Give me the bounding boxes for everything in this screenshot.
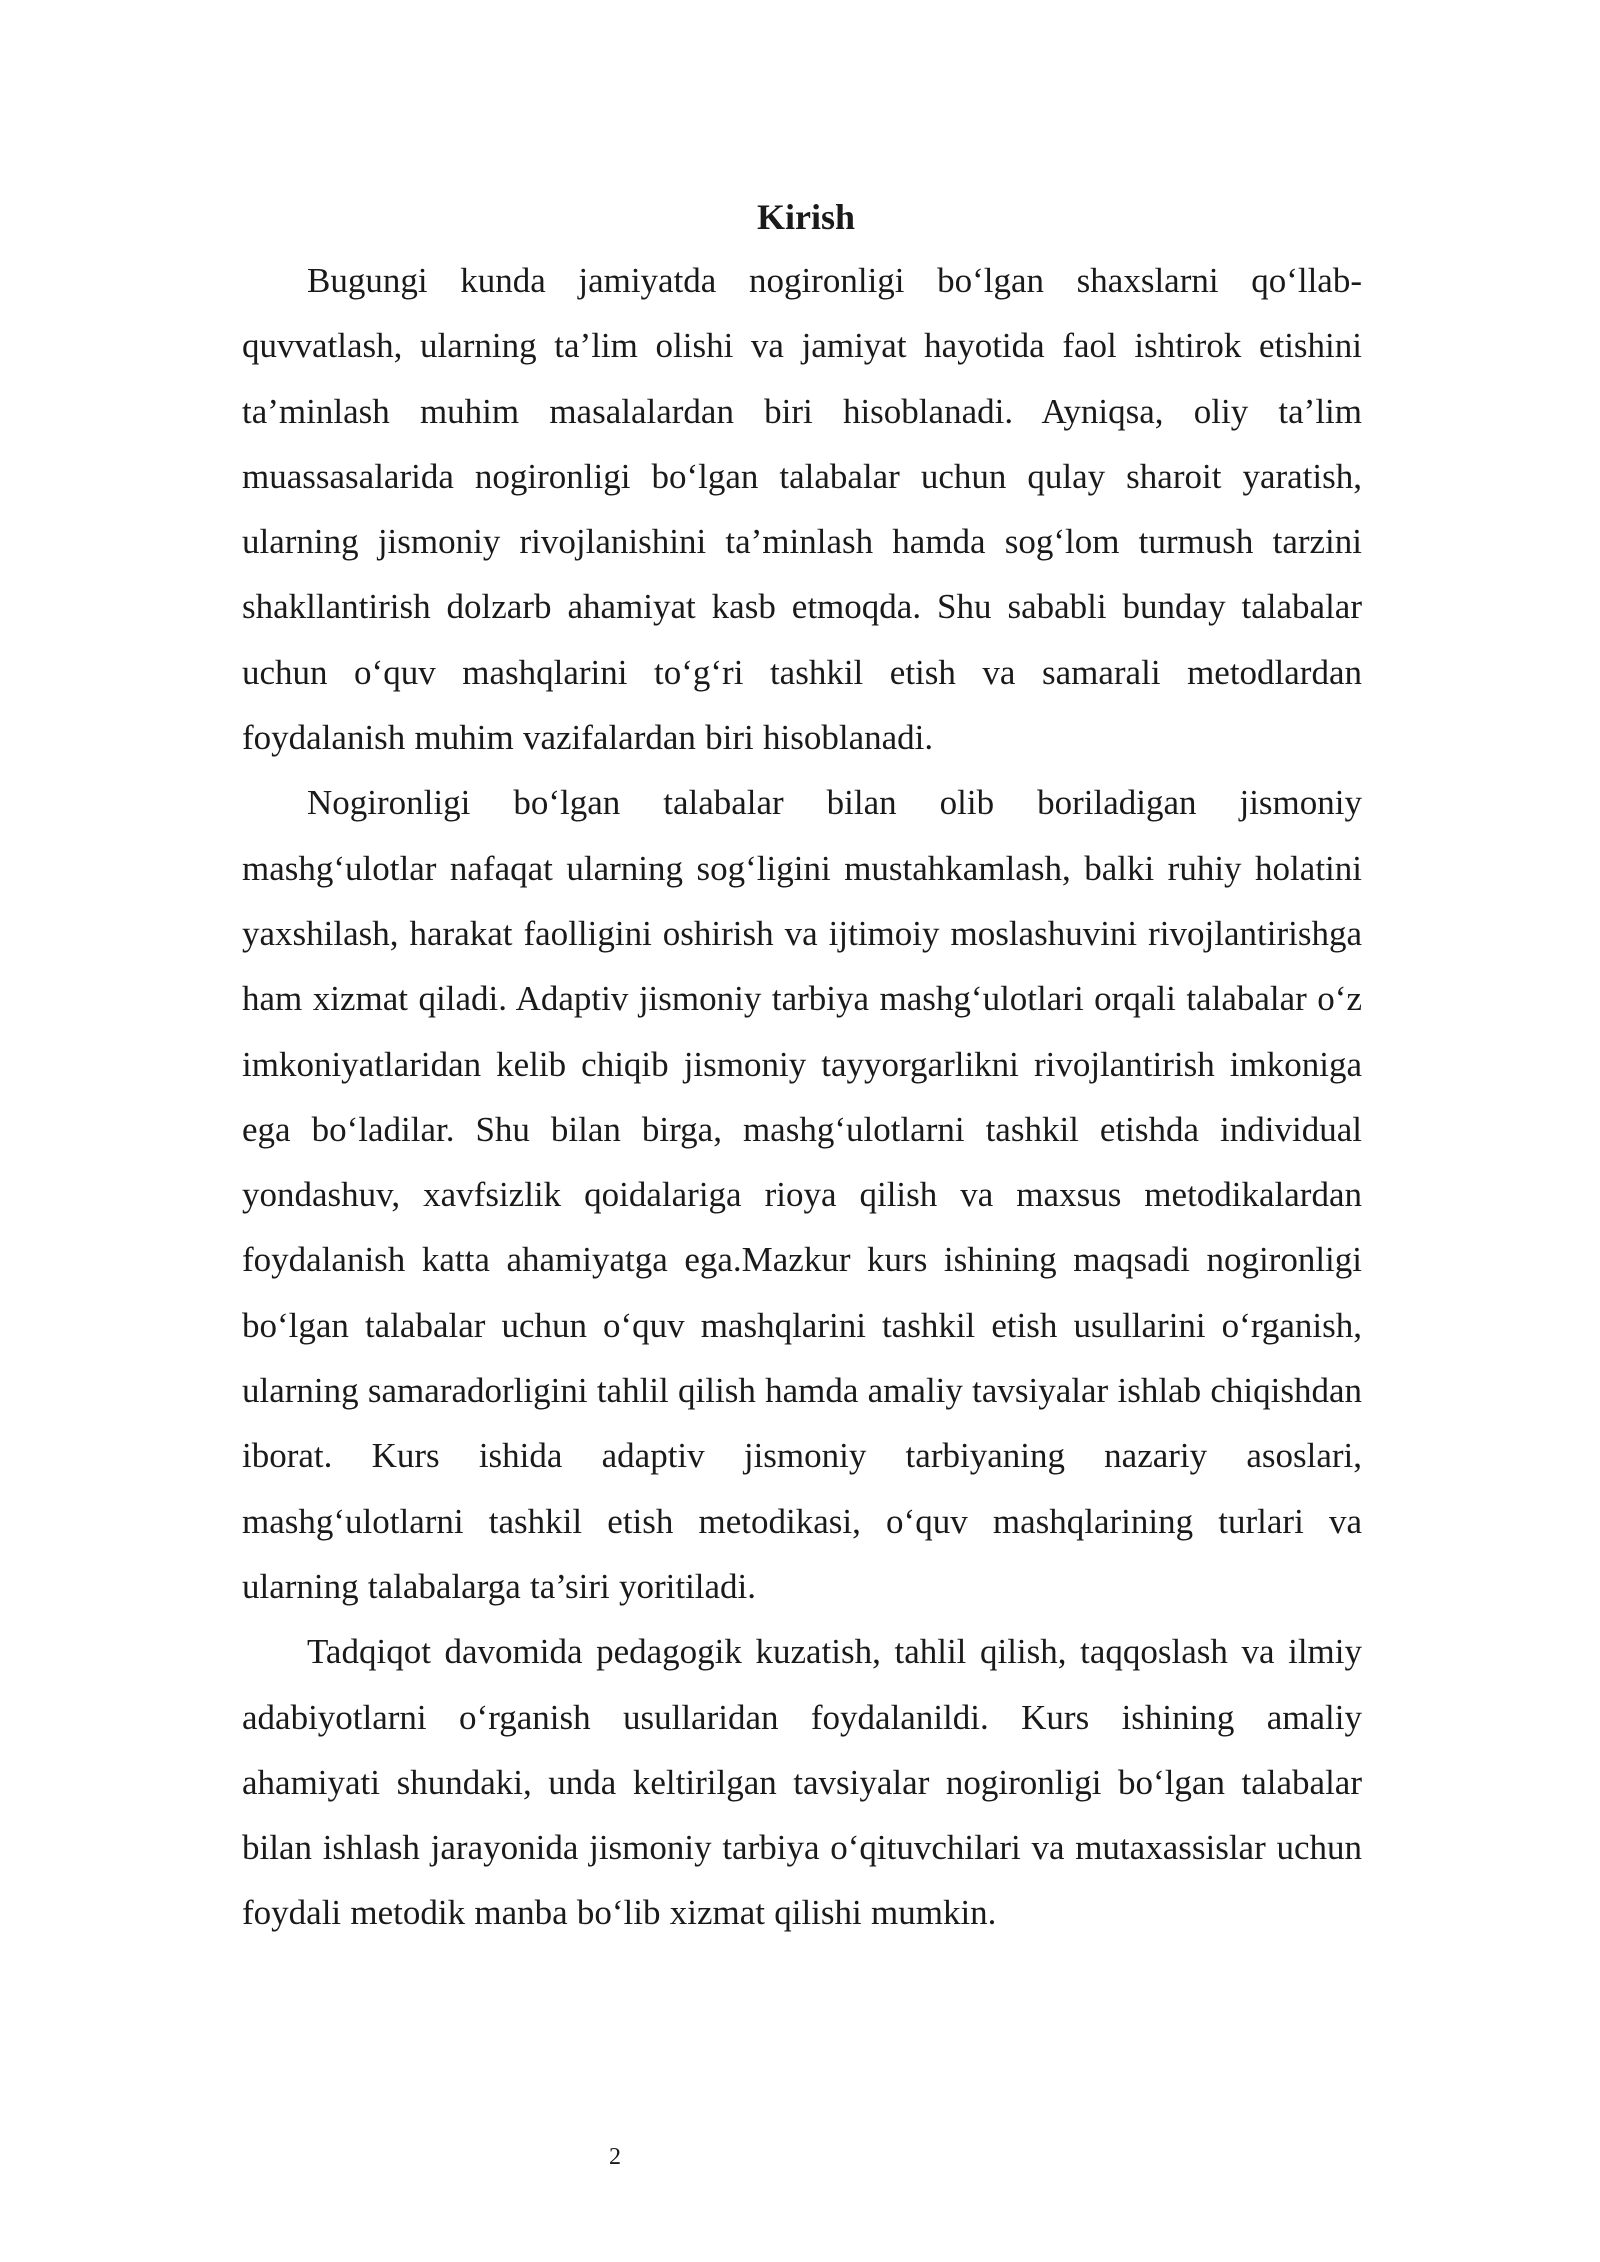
paragraph-2: Nogironligi bo‘lgan talabalar bilan olib boriladigan jismoniy mashg‘ulotlar nafaqat ularning sog‘ligini mustahkamlash, balki ruhiy holatini yaxshilash, harakat faolligini oshirish va ijtimoiy moslashuvini rivojlantirishga ham xizmat qiladi. Adaptiv jismoniy tarbiya mashg‘ulotlari orqali talabalar o‘z imkoniyatlaridan kelib chiqib jismoniy tayyorgarlikni rivojlantirish imkoniga ega bo‘ladilar. Shu bilan birga, mashg‘ulotlarni tashkil etishda individual yondashuv, xavfsizlik qoidalariga rioya qilish va maxsus metodikalardan foydalanish katta ahamiyatga ega.Mazkur kurs ishining maqsadi nogironligi bo‘lgan talabalar uchun o‘quv mashqlarini tashkil etish usullarini o‘rganish, ularning samaradorligini tahlil qilish hamda amaliy tavsiyalar ishlab chiqishdan iborat. Kurs ishida adaptiv jismoniy tarbiyaning nazariy asoslari, mashg‘ulotlarni tashkil etish metodikasi, o‘quv mashqlarining turlari va ularning talabalarga ta’siri yoritiladi. [242, 783, 1362, 1606]
page-number: 2 [609, 2144, 621, 2170]
section-title: Kirish [756, 197, 855, 237]
paragraph-3: Tadqiqot davomida pedagogik kuzatish, tahlil qilish, taqqoslash va ilmiy adabiyotlarni o‘rganish usullaridan foydalanildi. Kurs ishining amaliy ahamiyati shundaki, unda keltirilgan tavsiyalar nogironligi bo‘lgan talabalar bilan ishlash jarayonida jismoniy tarbiya o‘qituvchilari va mutaxassislar uchun foydali metodik manba bo‘lib xizmat qilishi mumkin. [242, 1632, 1362, 1933]
page-content [242, 186, 1362, 1946]
paragraph-1: Bugungi kunda jamiyatda nogironligi bo‘lgan shaxslarni qo‘llab-quvvatlash, ularning ta’lim olishi va jamiyat hayotida faol ishtirok etishini ta’minlash muhim masalalardan biri hisoblanadi. Ayniqsa, oliy ta’lim muassasalarida nogironligi bo‘lgan talabalar uchun qulay sharoit yaratish, ularning jismoniy rivojlanishini ta’minlash hamda sog‘lom turmush tarzini shakllantirish dolzarb ahamiyat kasb etmoqda. Shu sababli bunday talabalar uchun o‘quv mashqlarini to‘g‘ri tashkil etish va samarali metodlardan foydalanish muhim vazifalardan biri hisoblanadi. [242, 261, 1362, 758]
